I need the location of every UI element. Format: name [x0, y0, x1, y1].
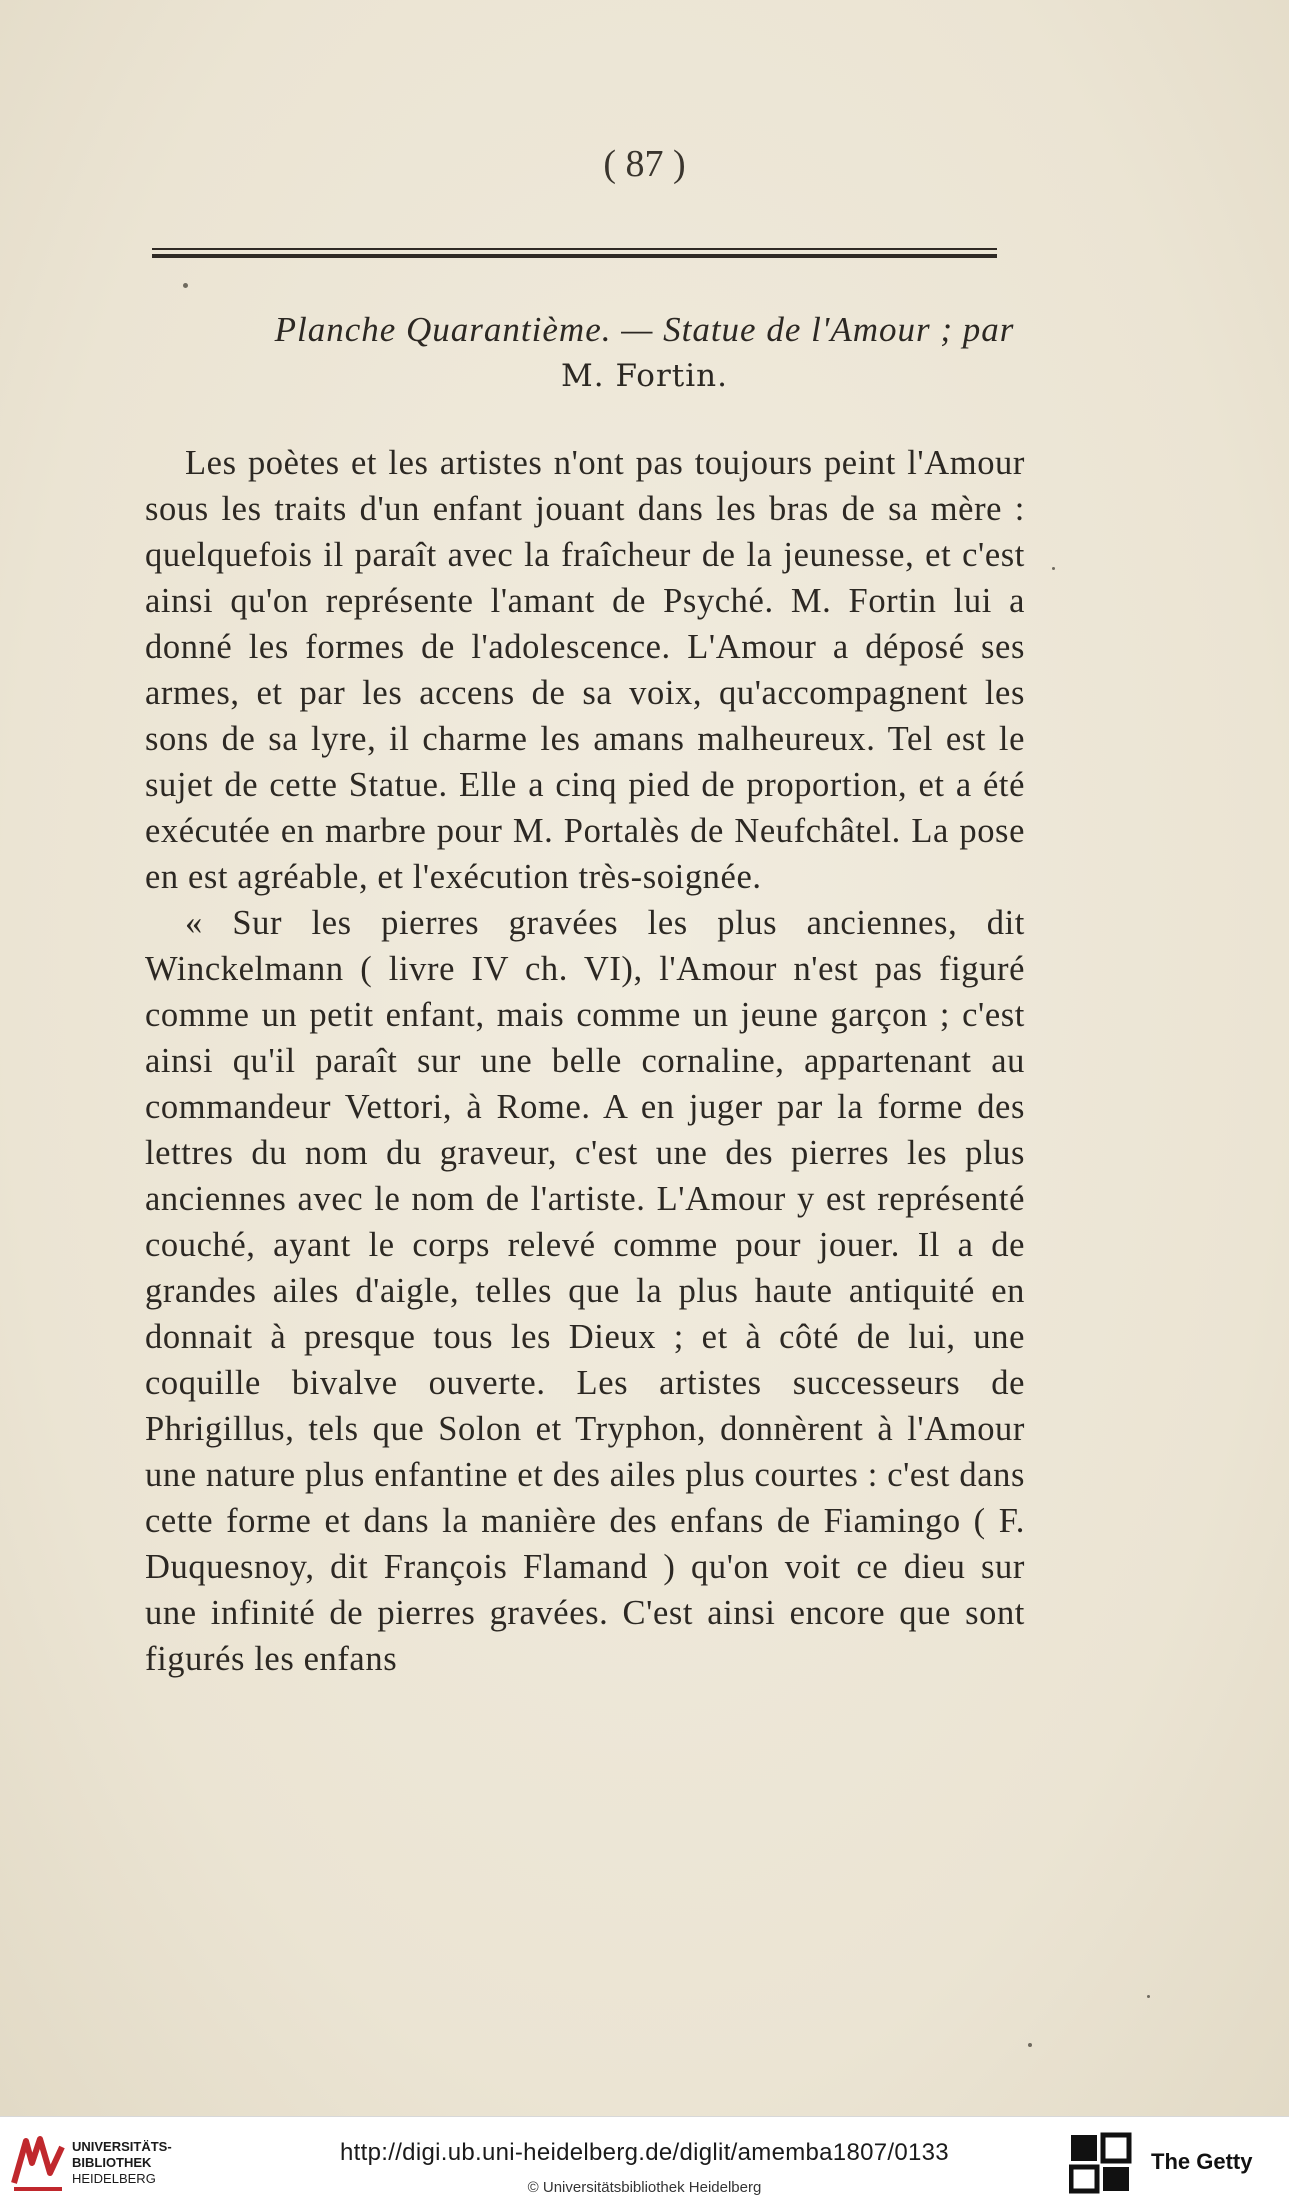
library-logo-line2: BIBLIOTHEK	[72, 2155, 152, 2170]
library-logo-line3: HEIDELBERG	[72, 2171, 156, 2186]
page-number: ( 87 )	[603, 143, 686, 185]
header-rule-thin	[152, 248, 997, 250]
paper-speck	[1147, 1995, 1150, 1998]
body-text	[145, 440, 1025, 1682]
viewer-footer	[0, 2116, 1289, 2210]
plate-artist: M. Fortin.	[561, 358, 728, 394]
permalink-url[interactable]: http://digi.ub.uni-heidelberg.de/diglit/amemba1807/0133	[340, 2139, 949, 2166]
paper-speck	[1028, 2043, 1032, 2047]
paragraph-1: Les poètes et les artistes n'ont pas toujours peint l'Amour sous les traits d'un enfant jouant dans les bras de sa mère : quelquefois il paraît avec la fraîcheur de la jeunesse, et c'est ainsi qu'on représente l'amant de Psyché. M. Fortin lui a donné les formes de l'adolescence. L'Amour a déposé ses armes, et par les accens de sa voix, qu'accompagnent les sons de sa lyre, il charme les amans malheureux. Tel est le sujet de cette Statue. Elle a cinq pied de proportion, et a été exécutée en marbre pour M. Portalès de Neufchâtel. La pose en est agréable, et l'exécution très-soignée.	[145, 444, 1025, 896]
getty-logo-icon	[1069, 2131, 1133, 2195]
paragraph-2: « Sur les pierres gravées les plus anciennes, dit Winckelmann ( livre IV ch. VI), l'Amour n'est pas figuré comme un petit enfant, mais comme un jeune garçon ; c'est ainsi qu'il paraît sur une belle cornaline, appartenant au commandeur Vettori, à Rome. A en juger par la forme des lettres du nom du graveur, c'est une des pierres les plus anciennes avec le nom de l'artiste. L'Amour y est représenté couché, ayant le corps relevé comme pour jouer. Il a de grandes ailes d'aigle, telles que la plus haute antiquité en donnait à presque tous les Dieux ; et à côté de lui, une coquille bivalve ouverte. Les artistes successeurs de Phrigillus, tels que Solon et Tryphon, donnèrent à l'Amour une nature plus enfantine et des ailes plus courtes : c'est dans cette forme et dans la manière des enfans de Fiamingo ( F. Duquesnoy, dit François Flamand ) qu'on voit ce dieu sur une infinité de pierres gravées. C'est ainsi encore que sont figurés les enfans	[145, 904, 1025, 1678]
getty-label: The Getty	[1151, 2149, 1253, 2174]
library-logo-line1: UNIVERSITÄTS-	[72, 2139, 172, 2154]
paper-speck	[1052, 567, 1055, 570]
copyright-notice: © Universitätsbibliothek Heidelberg	[527, 2179, 762, 2196]
plate-title: Planche Quarantième. — Statue de l'Amour ; par	[274, 310, 1015, 349]
header-rule-thick	[152, 254, 997, 258]
getty-logo[interactable]	[1069, 2127, 1269, 2199]
paper-speck	[183, 283, 188, 288]
